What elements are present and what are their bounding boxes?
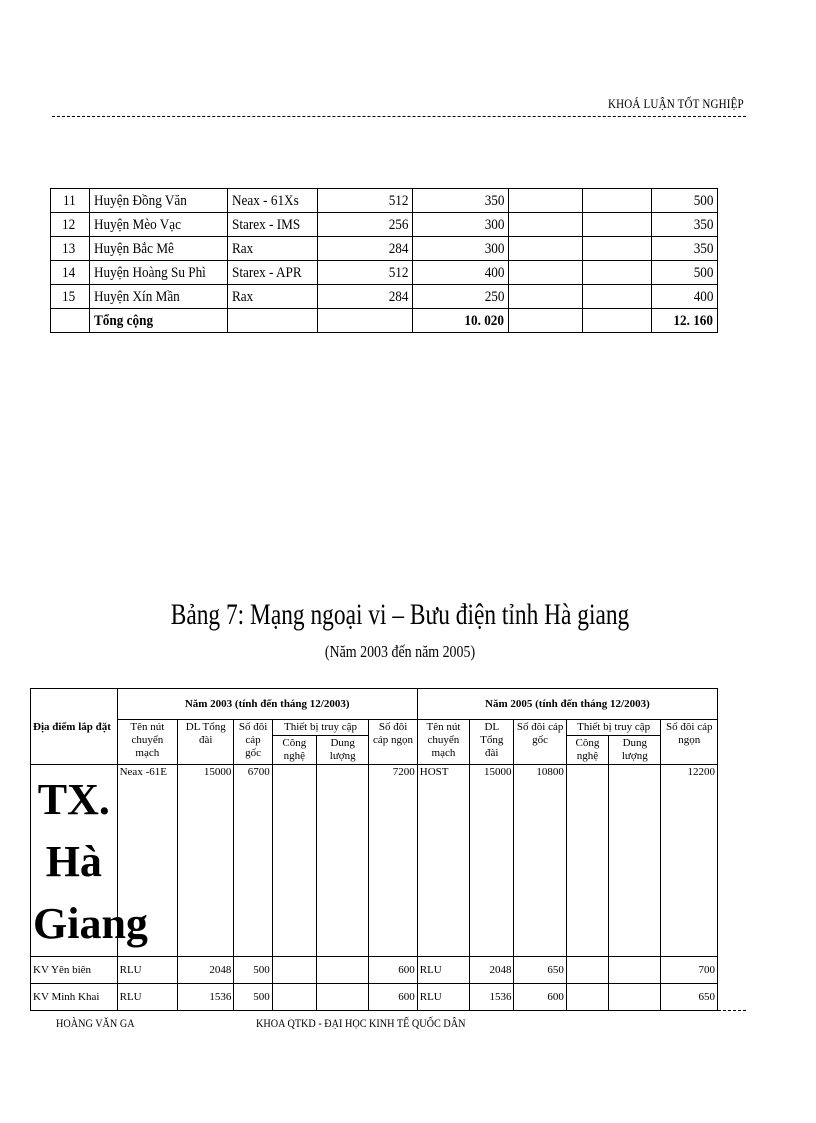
lines-cell: 250 [413,285,509,309]
sw-cell: RLU [417,984,469,1011]
technology-cell: Rax [227,237,317,261]
location-cell: Huyện Đồng Văn [89,189,227,213]
dl-header-2003: DL Tổng đài [178,720,234,765]
switch-header-2005: Tên nút chuyển mạch [417,720,469,765]
dl-cell: 2048 [470,957,514,984]
dl-cell: 2048 [178,957,234,984]
table-row [31,765,718,957]
capacity-cell: 256 [317,213,413,237]
empty-cell [509,285,583,309]
total-cell: 350 [652,213,718,237]
short-cell: 600 [369,957,417,984]
location-cell: KV Minh Khai [31,984,118,1011]
empty-cell [509,237,583,261]
tech-cell [272,765,316,957]
cap-header-2003: Dung lượng [317,736,369,765]
row-number: 14 [51,261,90,285]
capacity-cell: 284 [317,285,413,309]
dl-cell: 1536 [470,984,514,1011]
root-cell: 500 [234,984,272,1011]
empty-cell [509,213,583,237]
cap-cell [317,957,369,984]
lines-cell: 350 [413,189,509,213]
footer-author: HOÀNG VĂN GA [56,1016,135,1030]
sw-cell: HOST [417,765,469,957]
header-divider [52,116,746,117]
empty-cell [509,189,583,213]
location-cell: KV Yên biên [31,957,118,984]
cap-cell [317,765,369,957]
tech-cell [566,957,608,984]
total-cell: 350 [652,237,718,261]
tech-cell [272,957,316,984]
table-row [51,189,718,213]
table-row [31,957,718,984]
sw-cell: RLU [117,984,177,1011]
root-cell: 500 [234,957,272,984]
table-row [31,984,718,1011]
group-2005-header: Năm 2005 (tính đến tháng 12/2003) [417,689,717,720]
root-cell: 600 [514,984,566,1011]
empty-cell [51,309,90,333]
footer-faculty: KHOA QTKD - ĐẠI HỌC KINH TẾ QUỐC DÂN [256,1016,466,1030]
capacity-cell: 512 [317,189,413,213]
dl-cell: 15000 [178,765,234,957]
short-cell: 650 [661,984,718,1011]
total-cell: 400 [652,285,718,309]
sw-cell: Neax -61E [117,765,177,957]
root-cell: 650 [514,957,566,984]
sw-cell: RLU [117,957,177,984]
table-row [51,285,718,309]
location-cell: Huyện Hoàng Su Phì [89,261,227,285]
total-lines-cell: 10. 020 [413,309,509,333]
network-table [30,688,718,1011]
row-number: 13 [51,237,90,261]
technology-cell: Rax [227,285,317,309]
access-header-2003: Thiết bị truy cập [272,720,369,736]
empty-cell [582,189,652,213]
empty-cell [509,309,583,333]
short-cell: 7200 [369,765,417,957]
technology-cell: Starex - IMS [227,213,317,237]
empty-cell [582,237,652,261]
location-cell: Huyện Xín Mần [89,285,227,309]
table-row [51,213,718,237]
dl-cell: 15000 [470,765,514,957]
short-cell: 700 [661,957,718,984]
location-cell: Huyện Bắc Mê [89,237,227,261]
short-cell: 600 [369,984,417,1011]
lines-cell: 300 [413,213,509,237]
total-label-cell: Tổng cộng [89,309,227,333]
location-cell: Huyện Mèo Vạc [89,213,227,237]
short-cell: 12200 [661,765,718,957]
total-row [51,309,718,333]
table-row [51,237,718,261]
dl-header-2005: DL Tổng đài [470,720,514,765]
total-total-cell: 12. 160 [652,309,718,333]
tech-header-2003: Công nghệ [272,736,316,765]
lines-cell: 400 [413,261,509,285]
cap-header-2005: Dung lượng [609,736,661,765]
location-cell: TX. Hà Giang [31,765,118,957]
lines-cell: 300 [413,237,509,261]
technology-cell: Neax - 61Xs [227,189,317,213]
cap-cell [609,765,661,957]
row-number: 15 [51,285,90,309]
tech-cell [566,984,608,1011]
tech-cell [566,765,608,957]
row-number: 11 [51,189,90,213]
empty-cell [582,261,652,285]
tech-header-2005: Công nghệ [566,736,608,765]
short-header-2005: Số đôi cáp ngọn [661,720,718,765]
empty-cell [582,309,652,333]
dl-cell: 1536 [178,984,234,1011]
sw-cell: RLU [417,957,469,984]
location-header: Địa điểm lắp đặt [31,689,118,765]
short-header-2003: Số đôi cáp ngọn [369,720,417,765]
table7-subtitle: (Năm 2003 đến năm 2005) [324,642,476,661]
capacity-cell: 512 [317,261,413,285]
empty-cell [509,261,583,285]
cap-cell [317,984,369,1011]
empty-cell [227,309,317,333]
technology-cell: Starex - APR [227,261,317,285]
switch-header-2003: Tên nút chuyển mạch [117,720,177,765]
root-cell: 6700 [234,765,272,957]
row-number: 12 [51,213,90,237]
empty-cell [582,213,652,237]
group-2003-header: Năm 2003 (tính đến tháng 12/2003) [117,689,417,720]
access-header-2005: Thiết bị truy cập [566,720,661,736]
total-cell: 500 [652,189,718,213]
table7-title: Bảng 7: Mạng ngoại vi – Bưu điện tỉnh Hà giang [170,598,630,631]
equipment-table [50,188,718,333]
empty-cell [317,309,413,333]
empty-cell [582,285,652,309]
root-cell: 10800 [514,765,566,957]
tech-cell [272,984,316,1011]
total-cell: 500 [652,261,718,285]
root-header-2003: Số đôi cáp gốc [234,720,272,765]
header-title: KHOÁ LUẬN TỐT NGHIỆP [608,96,744,111]
footer-divider [52,1010,746,1011]
capacity-cell: 284 [317,237,413,261]
cap-cell [609,984,661,1011]
cap-cell [609,957,661,984]
table-row [51,261,718,285]
root-header-2005: Số đôi cáp gốc [514,720,566,765]
